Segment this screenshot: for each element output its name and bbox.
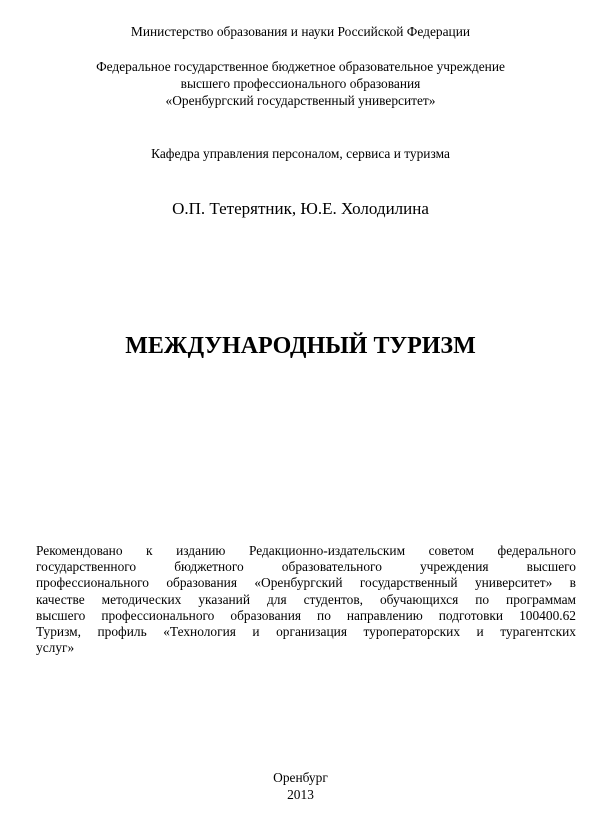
institution-line-3: «Оренбургский государственный университет»: [165, 93, 436, 108]
document-title: МЕЖДУНАРОДНЫЙ ТУРИЗМ: [125, 333, 476, 359]
recommendation-line-7: услуг»: [36, 640, 75, 656]
recommendation-line-6: Туризм, профиль «Технология и организация туроператорских и турагентских: [36, 623, 576, 639]
authors: О.П. Тетерятник, Ю.Е. Холодилина: [172, 199, 429, 218]
recommendation-line-3: профессионального образования «Оренбургский государственный университет» в: [36, 575, 576, 591]
department-line: Кафедра управления персоналом, сервиса и туризма: [151, 146, 450, 161]
recommendation-line-2: государственного бюджетного образовательного учреждения высшего: [36, 559, 576, 575]
recommendation-line-1: Рекомендовано к изданию Редакционно-издательским советом федерального: [36, 543, 576, 558]
institution-line-2: высшего профессионального образования: [180, 76, 421, 91]
footer-year: 2013: [287, 787, 314, 802]
institution-line-1: Федеральное государственное бюджетное образовательное учреждение: [96, 59, 505, 74]
recommendation-line-4: качестве методических указаний для студентов, обучающихся по программам: [36, 591, 576, 607]
recommendation-line-5: высшего профессионального образования по направлению подготовки 100400.62: [36, 607, 576, 623]
footer-city: Оренбург: [273, 770, 328, 785]
ministry-line: Министерство образования и науки Российской Федерации: [130, 24, 471, 39]
recommendation-block: [36, 543, 576, 656]
